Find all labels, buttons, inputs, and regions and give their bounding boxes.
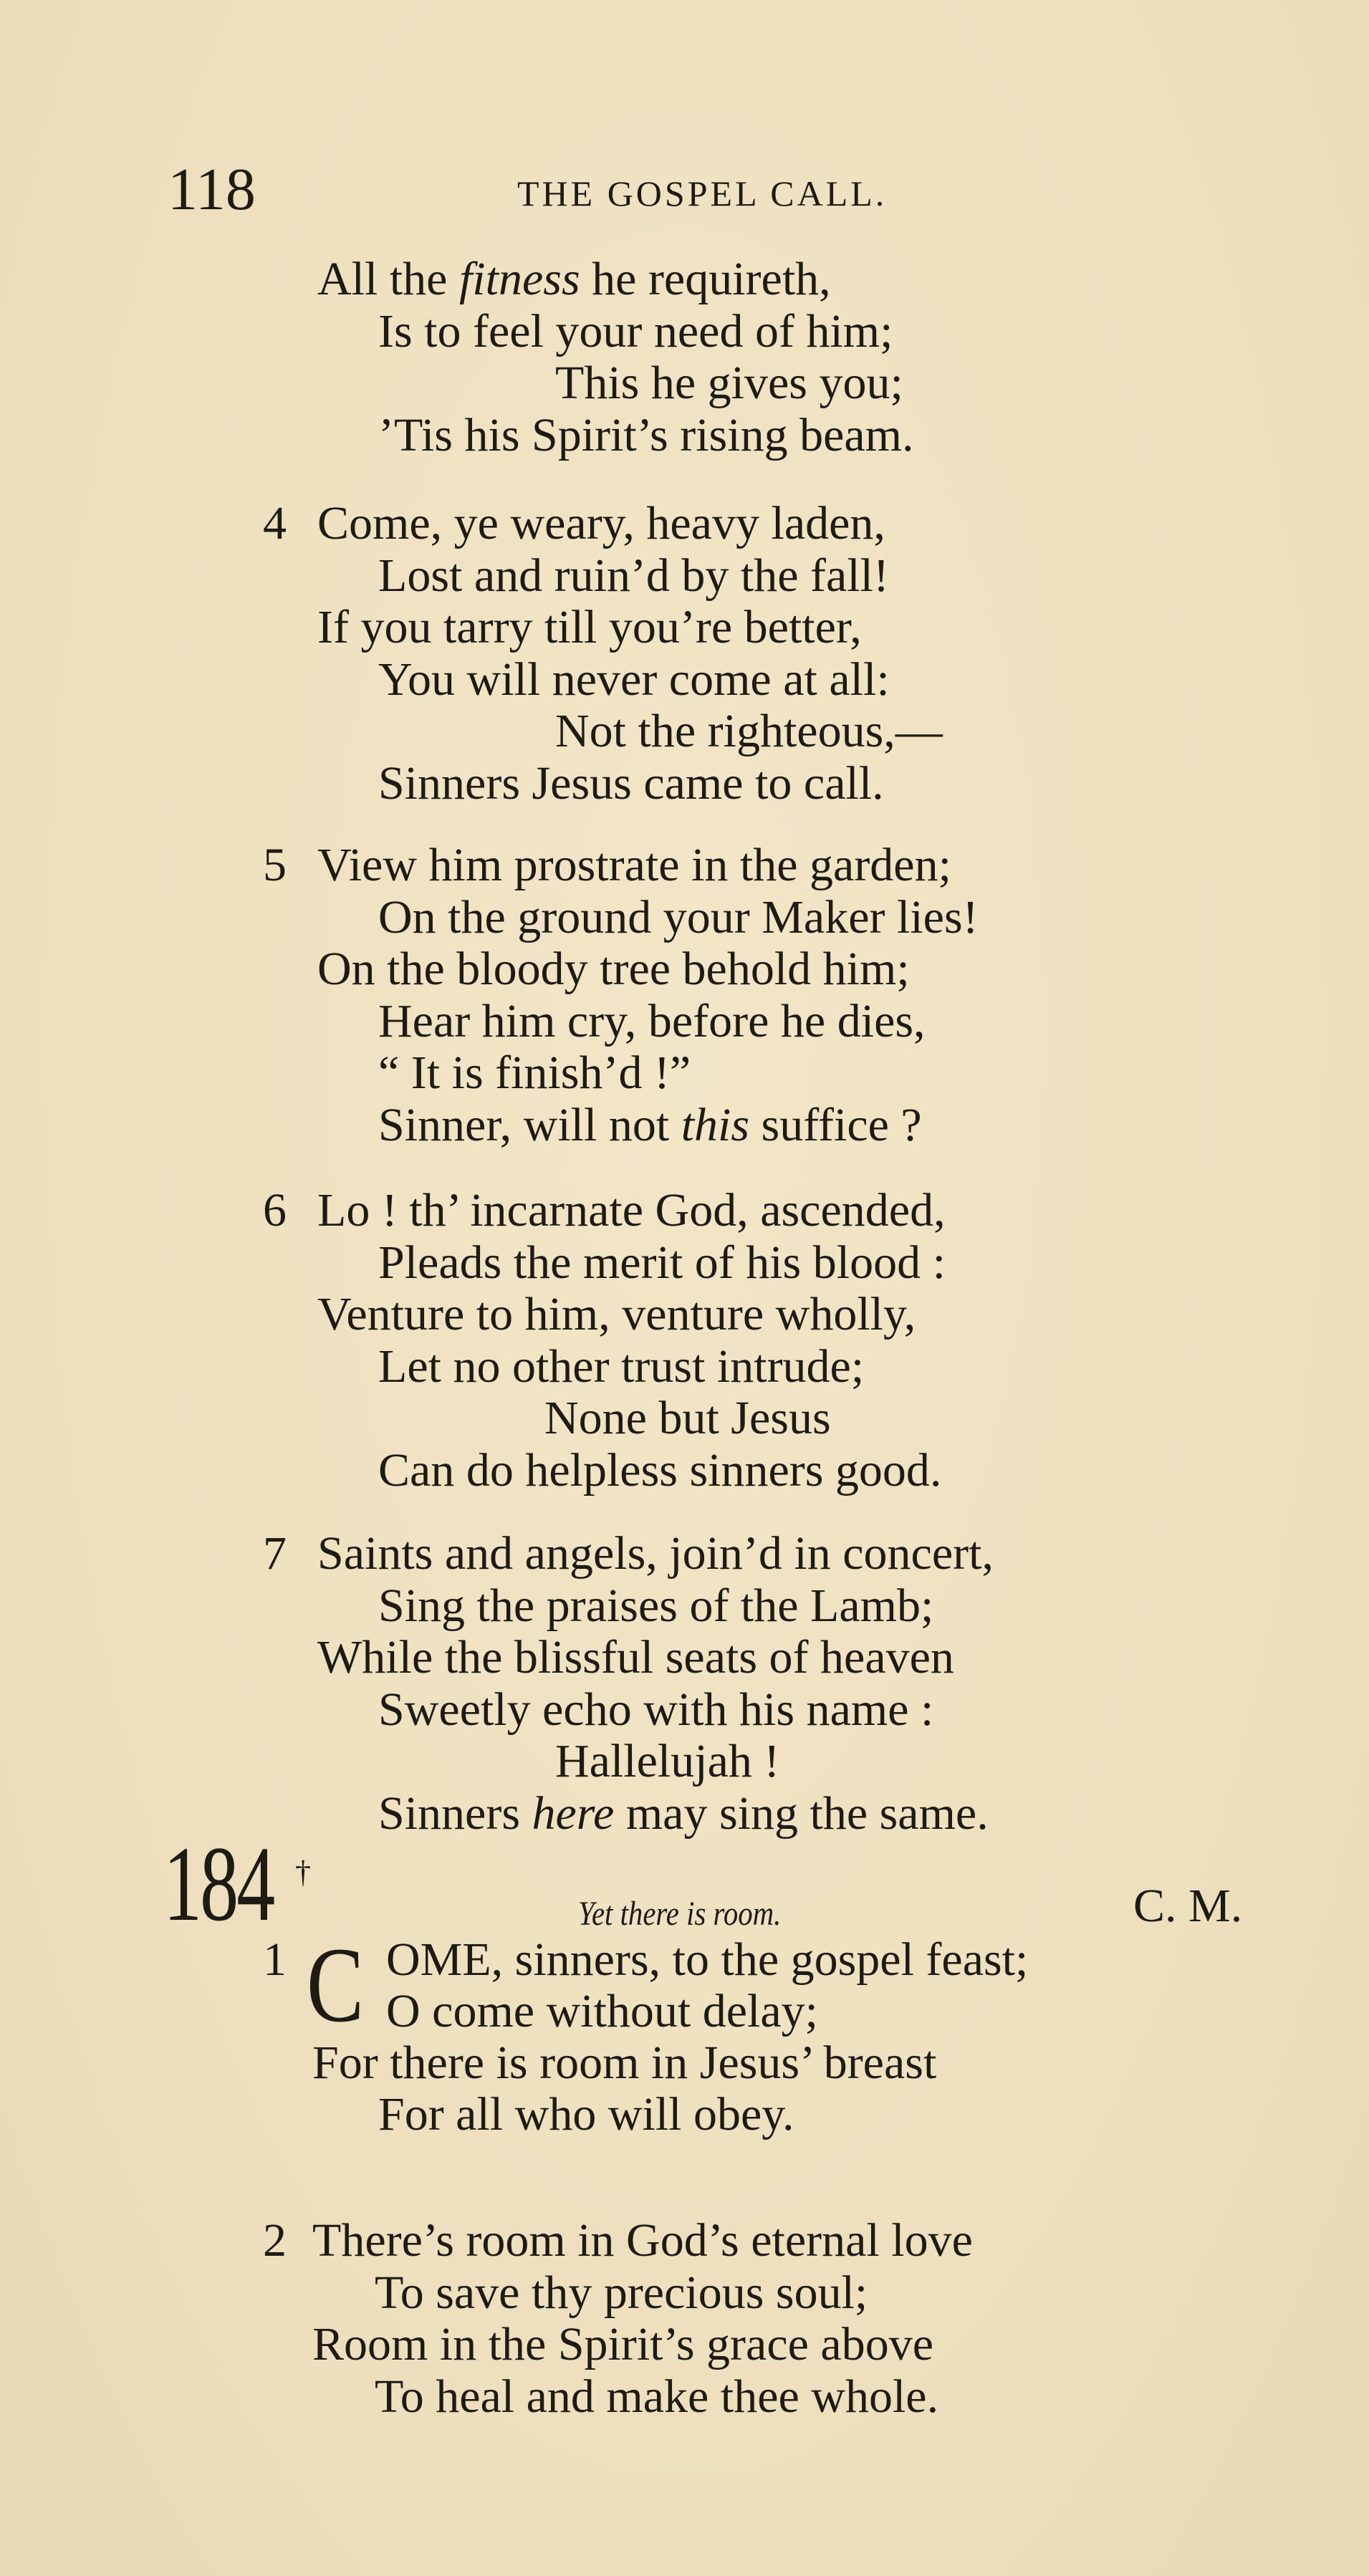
- line-text: To heal and make thee whole.: [375, 2370, 939, 2423]
- verse-line: [378, 2089, 794, 2140]
- line-text: OME, sinners, to the gospel feast;: [386, 1933, 1029, 1986]
- line-text: ’Tis his Spirit’s rising beam.: [378, 408, 914, 461]
- line-text: “ It is finish’d !”: [378, 1047, 691, 1099]
- line-text: Let no other trust intrude;: [378, 1340, 865, 1393]
- stanza-number: 4: [263, 497, 287, 549]
- verse-line: [386, 1934, 1028, 1986]
- verse-line: [555, 1736, 779, 1787]
- drop-cap: C: [307, 1926, 365, 2044]
- line-text: O come without delay;: [386, 1985, 819, 2037]
- line-text: View him prostrate in the garden;: [317, 839, 951, 891]
- hymn-mark: †: [295, 1855, 311, 1890]
- verse-line: [378, 1580, 933, 1632]
- verse-line: [555, 706, 943, 757]
- line-text: You will never come at all:: [378, 653, 890, 706]
- italic-emphasis: here: [532, 1787, 615, 1840]
- line-text: Hear him cry, before he dies,: [378, 994, 926, 1047]
- verse-line: [555, 357, 903, 409]
- line-text: On the bloody tree behold him;: [317, 943, 910, 995]
- line-text: Room in the Spirit’s grace above: [312, 2318, 933, 2370]
- verse-line: [312, 2215, 973, 2267]
- line-text: None but Jesus: [544, 1392, 831, 1444]
- verse-line: [378, 1237, 946, 1289]
- line-text: Pleads the merit of his blood :: [378, 1236, 946, 1289]
- line-text: While the blissful seats of heaven: [317, 1631, 954, 1683]
- line-text: On the ground your Maker lies!: [378, 890, 979, 943]
- verse-line: [378, 996, 926, 1047]
- verse-line: [378, 1445, 941, 1496]
- line-text: he requireth,: [580, 253, 831, 305]
- line-text: Venture to him, venture wholly,: [317, 1288, 916, 1340]
- hymn-title: Yet there is room.: [578, 1895, 782, 1933]
- verse-line: [317, 254, 831, 305]
- line-text: Sinners Jesus came to call.: [378, 756, 884, 809]
- verse-line: [378, 306, 893, 357]
- verse-line: [378, 654, 890, 706]
- verse-line: [378, 1684, 933, 1736]
- verse-line: [317, 840, 951, 891]
- verse-line: [317, 602, 862, 653]
- verse-line: [544, 1393, 831, 1444]
- stanza-number: 6: [263, 1184, 287, 1236]
- verse-line: [317, 1632, 954, 1683]
- line-text: If you tarry till you’re better,: [317, 601, 862, 653]
- stanza-number: 5: [263, 839, 287, 891]
- hymn-number: 184: [163, 1825, 274, 1943]
- verse-line: [378, 1341, 864, 1393]
- line-text: To save thy precious soul;: [375, 2266, 868, 2319]
- line-text: suffice ?: [749, 1098, 922, 1151]
- line-text: There’s room in God’s eternal love: [312, 2214, 973, 2267]
- line-text: Is to feel your need of him;: [378, 304, 893, 357]
- stanza-number: 1: [263, 1933, 287, 1986]
- line-text: Sinners: [378, 1787, 532, 1840]
- verse-line: [375, 2371, 938, 2423]
- line-text: Sinner, will not: [378, 1098, 681, 1151]
- verse-line: [378, 1100, 922, 1151]
- verse-line: [386, 1986, 818, 2037]
- line-text: Saints and angels, join’d in concert,: [317, 1527, 994, 1580]
- verse-line: [375, 2267, 868, 2319]
- line-text: Can do helpless sinners good.: [378, 1443, 942, 1496]
- verse-line: [378, 892, 979, 943]
- line-text: For all who will obey.: [378, 2088, 794, 2140]
- verse-line: [317, 1185, 946, 1236]
- line-text: Not the righteous,—: [555, 705, 943, 757]
- italic-emphasis: fitness: [458, 253, 580, 305]
- verse-line: [317, 1289, 916, 1340]
- line-text: may sing the same.: [614, 1787, 989, 1840]
- running-title: THE GOSPEL CALL.: [517, 173, 888, 213]
- line-text: Sing the praises of the Lamb;: [378, 1579, 934, 1632]
- verse-line: [378, 758, 884, 809]
- verse-line: [317, 498, 885, 549]
- verse-line: [317, 943, 910, 995]
- stanza-number: 7: [263, 1527, 287, 1580]
- verse-line: [317, 1528, 994, 1580]
- line-text: Sweetly echo with his name :: [378, 1683, 934, 1736]
- line-text: Lo ! th’ incarnate God, ascended,: [317, 1184, 946, 1236]
- verse-line: [312, 2037, 936, 2089]
- stanza-number: 2: [263, 2214, 287, 2267]
- verse-line: [378, 550, 889, 602]
- italic-emphasis: this: [681, 1098, 750, 1151]
- hymn-meter: C. M.: [1133, 1880, 1243, 1932]
- verse-line: [378, 1047, 691, 1099]
- line-text: Hallelujah !: [555, 1735, 780, 1787]
- line-text: All the: [317, 253, 459, 305]
- line-text: Lost and ruin’d by the fall!: [378, 549, 889, 602]
- verse-line: [378, 1788, 989, 1840]
- verse-line: [312, 2319, 933, 2370]
- line-text: This he gives you;: [555, 357, 903, 409]
- line-text: For there is room in Jesus’ breast: [312, 2037, 937, 2089]
- page-number: 118: [168, 156, 256, 223]
- verse-line: [378, 410, 914, 461]
- line-text: Come, ye weary, heavy laden,: [317, 497, 885, 549]
